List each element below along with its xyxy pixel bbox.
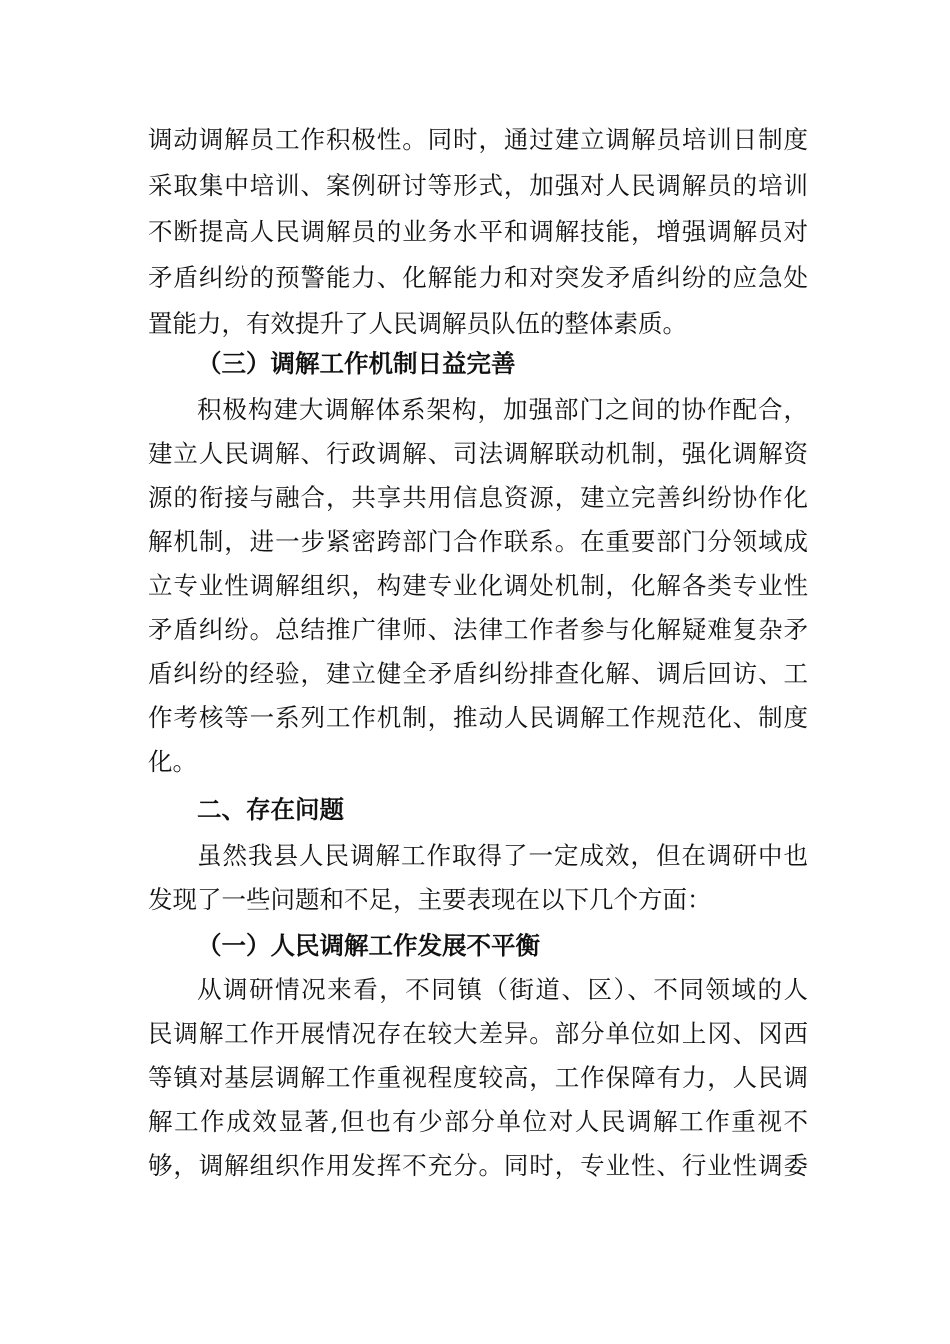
- paragraph-line: 化。: [148, 747, 197, 776]
- paragraph-line: 矛盾纠纷。总结推广律师、法律工作者参与化解疑难复杂矛: [148, 615, 808, 644]
- subsection-heading: （一）人民调解工作发展不平衡: [197, 931, 540, 960]
- paragraph-line: 从调研情况来看，不同镇（街道、区）、不同领域的人: [197, 975, 808, 1004]
- paragraph-line: 不断提高人民调解员的业务水平和调解技能，增强调解员对: [148, 217, 808, 246]
- paragraph-line: 够，调解组织作用发挥不充分。同时，专业性、行业性调委: [148, 1151, 808, 1180]
- paragraph-line: 解工作成效显著,但也有少部分单位对人民调解工作重视不: [148, 1107, 808, 1136]
- paragraph-line: 调动调解员工作积极性。同时，通过建立调解员培训日制度: [148, 125, 808, 154]
- paragraph-line: 源的衔接与融合，共享共用信息资源，建立完善纠纷协作化: [148, 483, 808, 512]
- paragraph-line: 积极构建大调解体系架构，加强部门之间的协作配合，: [197, 395, 808, 424]
- subsection-heading: （三）调解工作机制日益完善: [197, 349, 516, 378]
- paragraph-line: 发现了一些问题和不足，主要表现在以下几个方面：: [148, 885, 712, 914]
- paragraph-line: 虽然我县人民调解工作取得了一定成效，但在调研中也: [197, 841, 808, 870]
- paragraph-line: 解机制，进一步紧密跨部门合作联系。在重要部门分领域成: [148, 527, 808, 556]
- paragraph-line: 民调解工作开展情况存在较大差异。部分单位如上冈、冈西: [148, 1019, 808, 1048]
- paragraph-line: 等镇对基层调解工作重视程度较高，工作保障有力，人民调: [148, 1063, 808, 1092]
- paragraph-line: 盾纠纷的经验，建立健全矛盾纠纷排查化解、调后回访、工: [148, 659, 808, 688]
- paragraph-line: 作考核等一系列工作机制，推动人民调解工作规范化、制度: [148, 703, 808, 732]
- paragraph-line: 矛盾纠纷的预警能力、化解能力和对突发矛盾纠纷的应急处: [148, 263, 808, 292]
- section-heading: 二、存在问题: [197, 795, 344, 824]
- paragraph-line: 建立人民调解、行政调解、司法调解联动机制，强化调解资: [148, 439, 808, 468]
- paragraph-line: 置能力，有效提升了人民调解员队伍的整体素质。: [148, 309, 687, 338]
- paragraph-line: 采取集中培训、案例研讨等形式，加强对人民调解员的培训: [148, 171, 808, 200]
- paragraph-line: 立专业性调解组织，构建专业化调处机制，化解各类专业性: [148, 571, 808, 600]
